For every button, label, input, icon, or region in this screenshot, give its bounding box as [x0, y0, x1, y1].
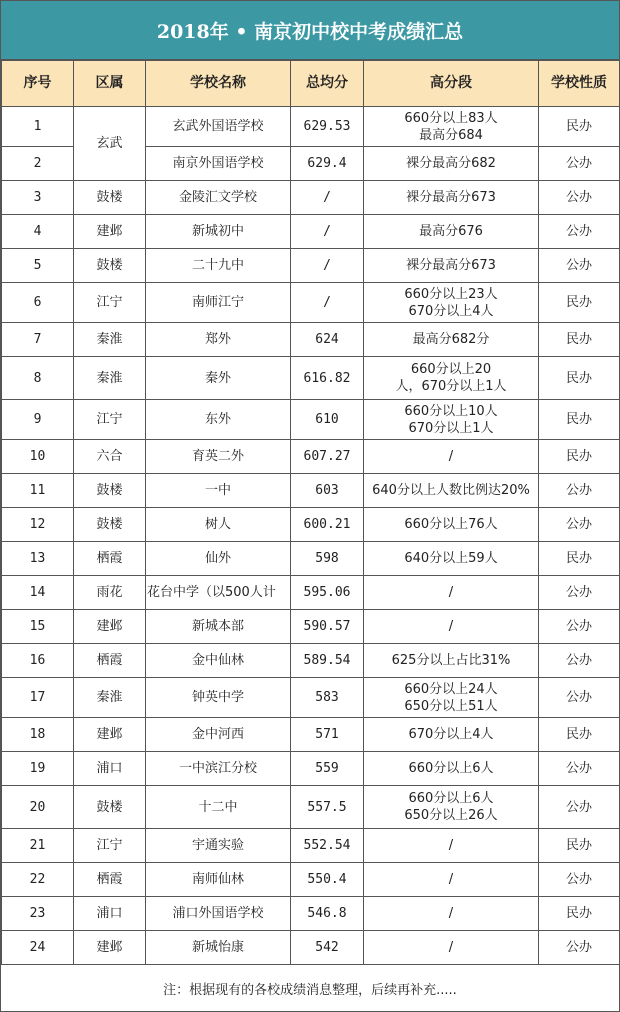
cell-district: 建邺	[74, 610, 146, 644]
cell-district: 玄武	[74, 107, 146, 181]
table-row	[2, 931, 620, 965]
cell-type: 公办	[539, 249, 620, 283]
table-row	[2, 897, 620, 931]
sheet-title: 2018年 • 南京初中校中考成绩汇总	[1, 1, 619, 60]
cell-no: 15	[2, 610, 74, 644]
cell-high: /	[364, 897, 539, 931]
table-row	[2, 863, 620, 897]
cell-district: 浦口	[74, 752, 146, 786]
cell-district: 秦淮	[74, 357, 146, 400]
table-row	[2, 357, 620, 400]
cell-school: 育英二外	[146, 440, 291, 474]
cell-high: /	[364, 931, 539, 965]
cell-high: 660分以上10人 670分以上1人	[364, 400, 539, 440]
cell-no: 3	[2, 181, 74, 215]
table-row	[2, 829, 620, 863]
cell-avg: 552.54	[291, 829, 364, 863]
cell-avg: 610	[291, 400, 364, 440]
cell-school: 南师仙林	[146, 863, 291, 897]
cell-no: 22	[2, 863, 74, 897]
cell-avg: /	[291, 249, 364, 283]
table-row	[2, 474, 620, 508]
cell-no: 1	[2, 107, 74, 147]
table-row	[2, 215, 620, 249]
cell-type: 民办	[539, 283, 620, 323]
cell-no: 18	[2, 718, 74, 752]
table-row	[2, 542, 620, 576]
cell-avg: 629.4	[291, 147, 364, 181]
cell-no: 7	[2, 323, 74, 357]
cell-district: 秦淮	[74, 678, 146, 718]
cell-high: 裸分最高分673	[364, 249, 539, 283]
cell-no: 16	[2, 644, 74, 678]
score-table	[1, 60, 620, 965]
cell-high: 660分以上23人 670分以上4人	[364, 283, 539, 323]
cell-avg: 607.27	[291, 440, 364, 474]
cell-high: 660分以上76人	[364, 508, 539, 542]
cell-avg: /	[291, 283, 364, 323]
cell-type: 公办	[539, 215, 620, 249]
cell-type: 公办	[539, 678, 620, 718]
cell-school: 金中河西	[146, 718, 291, 752]
cell-avg: 598	[291, 542, 364, 576]
cell-school: 金中仙林	[146, 644, 291, 678]
cell-school: 仙外	[146, 542, 291, 576]
cell-district: 江宁	[74, 283, 146, 323]
cell-type: 公办	[539, 508, 620, 542]
cell-school: 一中	[146, 474, 291, 508]
cell-school: 玄武外国语学校	[146, 107, 291, 147]
cell-school: 一中滨江分校	[146, 752, 291, 786]
cell-type: 民办	[539, 718, 620, 752]
table-row	[2, 678, 620, 718]
cell-high: /	[364, 440, 539, 474]
cell-high: 裸分最高分673	[364, 181, 539, 215]
cell-type: 民办	[539, 400, 620, 440]
header-avg: 总均分	[291, 61, 364, 107]
cell-school: 郑外	[146, 323, 291, 357]
cell-avg: 624	[291, 323, 364, 357]
cell-no: 13	[2, 542, 74, 576]
table-row	[2, 440, 620, 474]
table-row	[2, 400, 620, 440]
table-row	[2, 323, 620, 357]
cell-district: 建邺	[74, 931, 146, 965]
cell-school: 南师江宁	[146, 283, 291, 323]
cell-type: 公办	[539, 786, 620, 829]
cell-high: 625分以上占比31%	[364, 644, 539, 678]
table-row	[2, 644, 620, 678]
header-high: 高分段	[364, 61, 539, 107]
cell-type: 民办	[539, 323, 620, 357]
cell-high: 裸分最高分682	[364, 147, 539, 181]
cell-no: 5	[2, 249, 74, 283]
cell-high: 660分以上6人	[364, 752, 539, 786]
table-row	[2, 249, 620, 283]
cell-high: /	[364, 863, 539, 897]
cell-district: 鼓楼	[74, 508, 146, 542]
cell-high: 670分以上4人	[364, 718, 539, 752]
header-school: 学校名称	[146, 61, 291, 107]
cell-type: 民办	[539, 107, 620, 147]
cell-no: 20	[2, 786, 74, 829]
cell-avg: 557.5	[291, 786, 364, 829]
cell-high: 660分以上20 人，670分以上1人	[364, 357, 539, 400]
cell-avg: 571	[291, 718, 364, 752]
cell-avg: 600.21	[291, 508, 364, 542]
cell-avg: 583	[291, 678, 364, 718]
cell-avg: 550.4	[291, 863, 364, 897]
cell-no: 21	[2, 829, 74, 863]
cell-avg: 595.06	[291, 576, 364, 610]
cell-district: 建邺	[74, 718, 146, 752]
cell-type: 公办	[539, 863, 620, 897]
cell-district: 栖霞	[74, 863, 146, 897]
cell-avg: 542	[291, 931, 364, 965]
cell-high: /	[364, 610, 539, 644]
cell-avg: 546.8	[291, 897, 364, 931]
table-row	[2, 508, 620, 542]
cell-type: 民办	[539, 829, 620, 863]
table-row	[2, 283, 620, 323]
cell-no: 23	[2, 897, 74, 931]
cell-school: 南京外国语学校	[146, 147, 291, 181]
cell-avg: /	[291, 215, 364, 249]
cell-school: 二十九中	[146, 249, 291, 283]
header-row	[2, 61, 620, 107]
cell-district: 江宁	[74, 829, 146, 863]
cell-type: 民办	[539, 542, 620, 576]
cell-avg: 559	[291, 752, 364, 786]
cell-district: 建邺	[74, 215, 146, 249]
cell-type: 公办	[539, 181, 620, 215]
cell-school: 钟英中学	[146, 678, 291, 718]
header-no: 序号	[2, 61, 74, 107]
cell-school: 新城本部	[146, 610, 291, 644]
cell-avg: /	[291, 181, 364, 215]
cell-high: /	[364, 829, 539, 863]
table-row	[2, 610, 620, 644]
cell-school: 花台中学（以500人计	[146, 576, 291, 610]
cell-no: 19	[2, 752, 74, 786]
cell-district: 雨花	[74, 576, 146, 610]
table-row	[2, 752, 620, 786]
cell-district: 鼓楼	[74, 181, 146, 215]
cell-no: 24	[2, 931, 74, 965]
cell-high: 最高分682分	[364, 323, 539, 357]
cell-high: 640分以上人数比例达20%	[364, 474, 539, 508]
cell-avg: 629.53	[291, 107, 364, 147]
cell-type: 公办	[539, 644, 620, 678]
cell-high: /	[364, 576, 539, 610]
cell-no: 4	[2, 215, 74, 249]
cell-no: 10	[2, 440, 74, 474]
header-type: 学校性质	[539, 61, 620, 107]
cell-avg: 616.82	[291, 357, 364, 400]
cell-school: 宇通实验	[146, 829, 291, 863]
table-body	[2, 107, 620, 965]
table-row	[2, 786, 620, 829]
cell-no: 8	[2, 357, 74, 400]
cell-type: 公办	[539, 474, 620, 508]
cell-no: 11	[2, 474, 74, 508]
cell-type: 公办	[539, 610, 620, 644]
cell-high: 660分以上24人 650分以上51人	[364, 678, 539, 718]
cell-avg: 589.54	[291, 644, 364, 678]
table-row	[2, 181, 620, 215]
cell-type: 公办	[539, 931, 620, 965]
cell-avg: 590.57	[291, 610, 364, 644]
cell-school: 新城初中	[146, 215, 291, 249]
table-row	[2, 718, 620, 752]
cell-no: 14	[2, 576, 74, 610]
cell-district: 六合	[74, 440, 146, 474]
cell-district: 浦口	[74, 897, 146, 931]
table-row	[2, 576, 620, 610]
cell-school: 新城怡康	[146, 931, 291, 965]
cell-district: 鼓楼	[74, 786, 146, 829]
table-row	[2, 107, 620, 147]
cell-school: 金陵汇文学校	[146, 181, 291, 215]
cell-type: 民办	[539, 357, 620, 400]
cell-no: 12	[2, 508, 74, 542]
cell-no: 9	[2, 400, 74, 440]
cell-type: 公办	[539, 576, 620, 610]
header-district: 区属	[74, 61, 146, 107]
cell-high: 660分以上83人 最高分684	[364, 107, 539, 147]
footnote: 注：根据现有的各校成绩消息整理，后续再补充.....	[163, 982, 457, 998]
cell-district: 秦淮	[74, 323, 146, 357]
cell-high: 640分以上59人	[364, 542, 539, 576]
cell-no: 6	[2, 283, 74, 323]
cell-high: 最高分676	[364, 215, 539, 249]
cell-type: 民办	[539, 897, 620, 931]
cell-district: 鼓楼	[74, 474, 146, 508]
cell-type: 公办	[539, 752, 620, 786]
cell-district: 江宁	[74, 400, 146, 440]
cell-school: 浦口外国语学校	[146, 897, 291, 931]
cell-school: 东外	[146, 400, 291, 440]
cell-district: 鼓楼	[74, 249, 146, 283]
cell-school: 树人	[146, 508, 291, 542]
cell-district: 栖霞	[74, 542, 146, 576]
cell-school: 秦外	[146, 357, 291, 400]
cell-high: 660分以上6人 650分以上26人	[364, 786, 539, 829]
cell-district: 栖霞	[74, 644, 146, 678]
cell-type: 民办	[539, 440, 620, 474]
cell-school: 十二中	[146, 786, 291, 829]
cell-type: 公办	[539, 147, 620, 181]
cell-avg: 603	[291, 474, 364, 508]
cell-no: 17	[2, 678, 74, 718]
cell-no: 2	[2, 147, 74, 181]
